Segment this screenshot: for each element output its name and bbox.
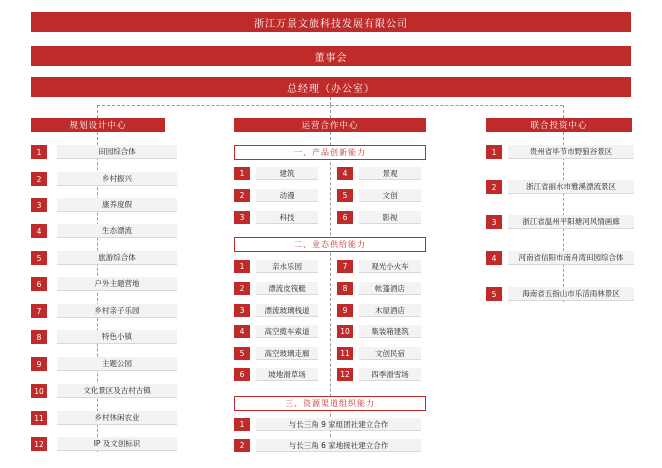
ops-num: 9 [337,304,353,317]
ops-num: 1 [234,418,250,431]
ops-num: 2 [234,282,250,295]
ops-item: 四季滑雪场 [359,368,421,381]
planning-item: 旅游综合体 [57,251,177,265]
ops-num: 2 [234,439,250,452]
ops-item: 漂流玻璃栈道 [256,304,318,317]
company-bar: 浙江万景文旅科技发展有限公司 [31,12,631,32]
ops-num: 1 [234,167,250,180]
invest-item: 浙江省丽水市雅溪漂流景区 [508,180,634,194]
planning-num: 9 [31,357,47,371]
ops-item: 建筑 [256,167,318,180]
ops-item: 影视 [359,211,421,224]
planning-num: 8 [31,330,47,344]
ops-item: 帐篷酒店 [359,282,421,295]
ops-item: 观光小火车 [359,260,421,273]
board-bar: 董事会 [31,46,631,66]
ops-num: 1 [234,260,250,273]
planning-item: 乡村振兴 [57,172,177,186]
ops-num: 10 [337,325,353,338]
investment-header: 联合投资中心 [486,118,632,132]
planning-num: 7 [31,304,47,318]
invest-item: 浙江省温州平阳塘河风情画廊 [508,215,634,229]
connector-mid [330,105,331,118]
planning-num: 1 [31,145,47,159]
gm-bar: 总经理（办公室） [31,77,631,97]
ops-item: 文创民宿 [359,347,421,360]
invest-num: 2 [486,180,502,194]
ops-num: 7 [337,260,353,273]
planning-num: 11 [31,411,47,425]
ops-item: 坡地滑草场 [256,368,318,381]
planning-item: 乡村亲子乐园 [57,304,177,318]
planning-item: 户外主题营地 [57,277,177,291]
planning-num: 2 [31,172,47,186]
ops-item: 景观 [359,167,421,180]
ops-item: 木屋酒店 [359,304,421,317]
planning-item: 主题公园 [57,357,177,371]
ops-section-channel: 三、资源渠道组织能力 [234,396,426,411]
ops-item: 文创 [359,189,421,202]
ops-item: 科技 [256,211,318,224]
ops-num: 8 [337,282,353,295]
operations-header: 运营合作中心 [234,118,426,132]
ops-num: 6 [234,368,250,381]
connector-right [563,105,564,118]
ops-section-supply: 二、业态供给能力 [234,237,426,252]
connector-top [330,97,331,105]
ops-num: 5 [234,347,250,360]
ops-item: 与长三角 6 家地接社建立合作 [256,439,421,452]
planning-item: 乡村休闲农业 [57,411,177,425]
ops-num: 5 [337,189,353,202]
planning-item: 特色小镇 [57,330,177,344]
planning-item: 文化景区及古村古镇 [57,384,177,398]
ops-item: 动漫 [256,189,318,202]
ops-num: 6 [337,211,353,224]
ops-num: 3 [234,211,250,224]
connector-left [97,105,98,118]
planning-item: 田园综合体 [57,145,177,159]
ops-section-product: 一、产品创新能力 [234,145,426,160]
invest-num: 1 [486,145,502,159]
ops-item: 亲水乐园 [256,260,318,273]
ops-num: 4 [337,167,353,180]
ops-num: 12 [337,368,353,381]
ops-num: 2 [234,189,250,202]
invest-item: 河南省信阳市南舟湾田园综合体 [508,251,634,265]
invest-num: 3 [486,215,502,229]
planning-item: IP 及文创标识 [57,437,177,451]
planning-num: 4 [31,224,47,238]
invest-item: 贵州省毕节市野狼谷景区 [508,145,634,159]
planning-item: 生态漂流 [57,224,177,238]
planning-header: 规划设计中心 [31,118,165,132]
planning-num: 5 [31,251,47,265]
invest-item: 海南省五指山市乐活雨林景区 [508,287,634,301]
ops-item: 高空揽车索道 [256,325,318,338]
ops-item: 高空玻璃走廊 [256,347,318,360]
planning-item: 康养度假 [57,198,177,212]
invest-num: 4 [486,251,502,265]
planning-num: 12 [31,437,47,451]
invest-num: 5 [486,287,502,301]
ops-item: 集装箱建筑 [359,325,421,338]
planning-num: 6 [31,277,47,291]
planning-num: 10 [31,384,47,398]
ops-item: 漂流皮筏艇 [256,282,318,295]
ops-num: 3 [234,304,250,317]
ops-num: 4 [234,325,250,338]
ops-num: 11 [337,347,353,360]
planning-num: 3 [31,198,47,212]
ops-item: 与长三角 9 家组团社建立合作 [256,418,421,431]
